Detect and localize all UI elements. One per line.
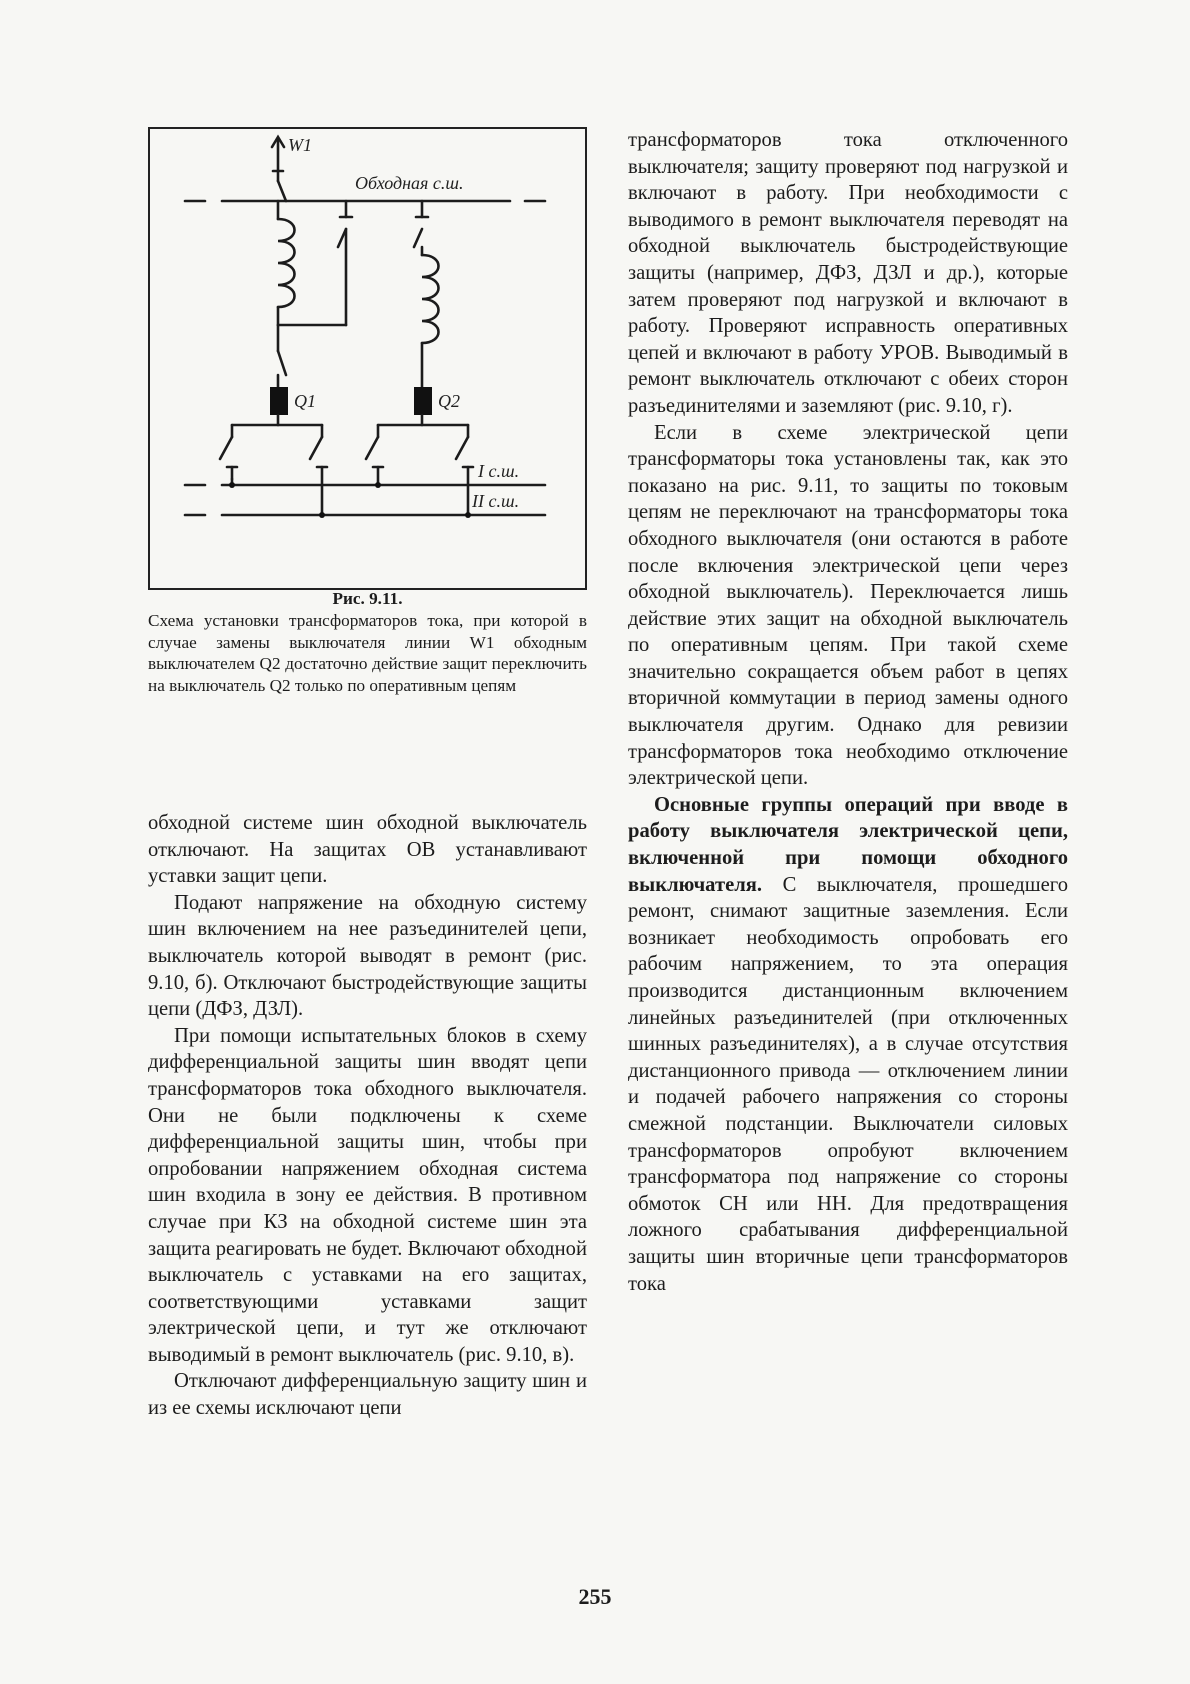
paragraph: Подают напряжение на обходную систему шин включением на нее разъединителей цепи, выключатель которой выводят в ремонт (рис. 9.10, б). Отключают быстродействующие защиты цепи (ДФЗ, ДЗЛ). xyxy=(148,891,587,1021)
label-w1: W1 xyxy=(288,135,312,155)
paragraph: При помощи испытательных блоков в схему дифференциальной защиты шин вводят цепи трансформаторов тока обходного выключателя. Они не были подключены к схеме дифференциальной защиты шин, чтобы при опробовании напряжением обходная система шин входила в зону ее действия. В противном случае при КЗ на обходной системе шин эта защита реагировать не будет. Включают обходной выключатель с уставками на его защитах, соответствующими уставками защит электрической цепи, и тут же отключают выводимый в ремонт выключатель (рис. 9.10, в). xyxy=(148,1024,587,1366)
paragraph: Отключают дифференциальную защиту шин и из ее схемы исключают цепи xyxy=(148,1370,587,1420)
bypass-disconnector-w1 xyxy=(338,201,352,325)
label-q1: Q1 xyxy=(294,391,316,411)
breaker-q1 xyxy=(270,387,288,415)
label-q2: Q2 xyxy=(438,391,460,411)
paragraph: Если в схеме электрической цепи трансформаторы тока установлены так, как это показано на рис. 9.11, то защиты по токовым цепям не переключают на трансформаторы тока обходного выключателя (они остаются в работе после включения электрической цепи через обходной выключатель). Переключается лишь действие этих защит на обходной выключатель по оперативным цепям. При такой схеме значительно сокращается объем работ в цепях вторичной коммутации в период замены одного выключателя другим. Однако для ревизии трансформаторов тока необходимо отключение электрической цепи. xyxy=(628,421,1068,790)
paragraph: обходной системе шин обходной выключатель отключают. На защитах ОВ устанавливают уставки защит цепи. xyxy=(148,812,587,888)
paragraph xyxy=(628,792,1068,1297)
left-current-transformer xyxy=(278,201,346,351)
left-column xyxy=(148,810,587,1422)
right-branch-q2 xyxy=(414,201,439,387)
label-bus-2: II с.ш. xyxy=(472,491,520,511)
label-bypass-bus: Обходная с.ш. xyxy=(355,173,464,193)
paragraph-text: С выключателя, прошедшего ремонт, снимают защитные заземления. Если возникает необходимость опробовать его рабочим напряжением, то эта операция производится дистанционным включением линейных разъединителей (при отключенных шинных разъединителях), а в случае отсутствия дистанционного привода — отключением линии и подачей рабочего напряжения со стороны смежной подстанции. Выключатели силовых трансформаторов опробуют включением трансформатора под напряжение со стороны обмоток СН или НН. Для предотвращения ложного срабатывания дифференциальной защиты шин вторичные цепи трансформаторов тока xyxy=(628,873,1068,1295)
label-bus-1: I с.ш. xyxy=(478,461,520,481)
paragraph: трансформаторов тока отключенного выключателя; защиту проверяют под нагрузкой и включают в работу. При необходимости с выводимого в ремонт выключателя переводят на обходной выключатель быстродействующие защиты (например, ДФЗ, ДЗЛ и др.), которые затем проверяют под нагрузкой и включают в работу. Проверяют исправность оперативных цепей и включают в работу УРОВ. Выводимый в ремонт выключатель отключают с обеих сторон разъединителями и заземляют (рис. 9.10, г). xyxy=(628,129,1068,417)
right-column xyxy=(628,127,1068,1297)
figure-caption xyxy=(148,588,587,697)
caption-text: Схема установки трансформаторов тока, при которой в случае замены выключателя линии W1 обходным выключателем Q2 достаточно действие защит переключить на выключатель Q2 только по оперативным цепям xyxy=(148,610,587,696)
section-heading: Основные группы операций при вводе в работу выключателя электрической цепи, включенной при помощи обходного выключателя. xyxy=(628,793,1068,896)
line-w1-arrow xyxy=(272,137,284,171)
current-transformer-schematic xyxy=(150,129,589,592)
caption-title: Рис. 9.11. xyxy=(332,589,403,608)
page-number: 255 xyxy=(578,1584,612,1609)
breaker-q2 xyxy=(414,387,432,415)
figure-9-11-diagram xyxy=(148,127,587,590)
